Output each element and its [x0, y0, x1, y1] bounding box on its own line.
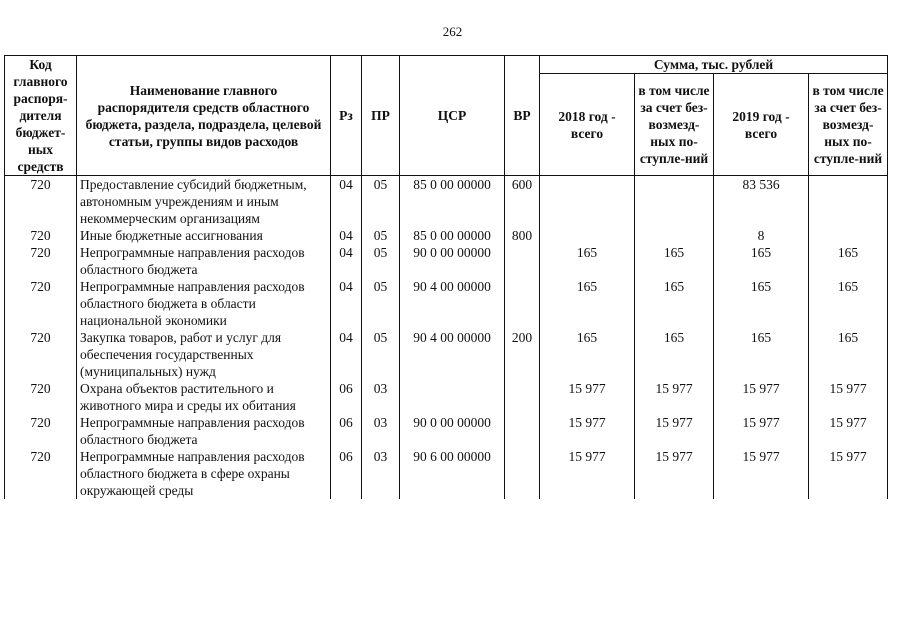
header-2018-total: 2018 год - всего	[540, 74, 635, 176]
header-name: Наименование главного распорядителя средств областного бюджета, раздела, подраздела, целевой статьи, группы видов расходов	[77, 56, 331, 176]
table-row	[5, 227, 888, 244]
cell-name: Непрограммные направления расходов областного бюджета	[77, 244, 331, 278]
cell-rz: 04	[331, 176, 362, 228]
cell-code: 720	[5, 176, 77, 228]
cell-name: Непрограммные направления расходов областного бюджета в сфере охраны окружающей среды	[77, 448, 331, 499]
cell-sum-2019: 83 536	[714, 176, 809, 228]
cell-rz: 04	[331, 244, 362, 278]
cell-rz: 06	[331, 448, 362, 499]
cell-sum-2019: 15 977	[714, 448, 809, 499]
cell-rz: 04	[331, 227, 362, 244]
cell-free-2019	[809, 176, 888, 228]
cell-sum-2018: 165	[540, 278, 635, 329]
cell-free-2018: 165	[635, 329, 714, 380]
cell-free-2018: 15 977	[635, 380, 714, 414]
cell-sum-2018: 15 977	[540, 448, 635, 499]
cell-csr: 90 0 00 00000	[400, 244, 505, 278]
cell-pr: 05	[362, 278, 400, 329]
cell-free-2019: 165	[809, 278, 888, 329]
cell-free-2018: 165	[635, 278, 714, 329]
cell-code: 720	[5, 448, 77, 499]
cell-csr: 90 6 00 00000	[400, 448, 505, 499]
cell-code: 720	[5, 329, 77, 380]
cell-rz: 04	[331, 329, 362, 380]
table-row	[5, 414, 888, 448]
cell-vr	[505, 278, 540, 329]
cell-name: Непрограммные направления расходов областного бюджета в области национальной экономики	[77, 278, 331, 329]
cell-pr: 03	[362, 380, 400, 414]
cell-name: Охрана объектов растительного и животного мира и среды их обитания	[77, 380, 331, 414]
header-2019-total: 2019 год - всего	[714, 74, 809, 176]
header-2019-free: в том числе за счет без-возмезд-ных по-ступле-ний	[809, 74, 888, 176]
cell-pr: 05	[362, 176, 400, 228]
cell-name: Иные бюджетные ассигнования	[77, 227, 331, 244]
cell-csr: 90 4 00 00000	[400, 278, 505, 329]
cell-free-2019: 165	[809, 244, 888, 278]
budget-table	[4, 55, 888, 499]
header-2018-free: в том числе за счет без-возмезд-ных по-ступле-ний	[635, 74, 714, 176]
cell-csr: 90 0 00 00000	[400, 414, 505, 448]
table-row	[5, 380, 888, 414]
cell-sum-2018	[540, 176, 635, 228]
cell-sum-2018: 165	[540, 244, 635, 278]
cell-free-2018	[635, 176, 714, 228]
cell-sum-2019: 15 977	[714, 414, 809, 448]
cell-free-2019: 15 977	[809, 448, 888, 499]
cell-pr: 05	[362, 244, 400, 278]
cell-csr: 90 4 00 00000	[400, 329, 505, 380]
cell-pr: 05	[362, 227, 400, 244]
cell-name: Закупка товаров, работ и услуг для обеспечения государственных (муниципальных) нужд	[77, 329, 331, 380]
cell-vr: 200	[505, 329, 540, 380]
header-vr: ВР	[505, 56, 540, 176]
cell-free-2019	[809, 227, 888, 244]
cell-rz: 04	[331, 278, 362, 329]
cell-sum-2019: 15 977	[714, 380, 809, 414]
cell-sum-2018: 15 977	[540, 414, 635, 448]
cell-free-2018	[635, 227, 714, 244]
cell-free-2019: 165	[809, 329, 888, 380]
cell-code: 720	[5, 278, 77, 329]
cell-sum-2019: 8	[714, 227, 809, 244]
cell-csr: 85 0 00 00000	[400, 227, 505, 244]
cell-vr	[505, 414, 540, 448]
table-row	[5, 176, 888, 228]
cell-pr: 03	[362, 448, 400, 499]
header-csr: ЦСР	[400, 56, 505, 176]
cell-csr: 85 0 00 00000	[400, 176, 505, 228]
table-row	[5, 244, 888, 278]
cell-csr	[400, 380, 505, 414]
cell-sum-2019: 165	[714, 244, 809, 278]
table-row	[5, 329, 888, 380]
cell-free-2019: 15 977	[809, 380, 888, 414]
cell-code: 720	[5, 244, 77, 278]
cell-free-2018: 165	[635, 244, 714, 278]
cell-code: 720	[5, 414, 77, 448]
header-pr: ПР	[362, 56, 400, 176]
cell-pr: 05	[362, 329, 400, 380]
cell-vr	[505, 244, 540, 278]
cell-vr	[505, 448, 540, 499]
cell-name: Предоставление субсидий бюджетным, автономным учреждениям и иным некоммерческим организациям	[77, 176, 331, 228]
cell-code: 720	[5, 380, 77, 414]
table-row	[5, 278, 888, 329]
header-sum: Сумма, тыс. рублей	[540, 56, 888, 74]
cell-pr: 03	[362, 414, 400, 448]
cell-sum-2019: 165	[714, 329, 809, 380]
cell-sum-2019: 165	[714, 278, 809, 329]
cell-vr: 800	[505, 227, 540, 244]
cell-free-2018: 15 977	[635, 448, 714, 499]
cell-name: Непрограммные направления расходов областного бюджета	[77, 414, 331, 448]
cell-code: 720	[5, 227, 77, 244]
cell-rz: 06	[331, 380, 362, 414]
table-row	[5, 448, 888, 499]
cell-vr	[505, 380, 540, 414]
cell-vr: 600	[505, 176, 540, 228]
cell-rz: 06	[331, 414, 362, 448]
page-number: 262	[442, 24, 463, 39]
cell-sum-2018	[540, 227, 635, 244]
cell-free-2019: 15 977	[809, 414, 888, 448]
cell-sum-2018: 165	[540, 329, 635, 380]
header-code: Код главного распоря-дителя бюджет-ных средств	[5, 56, 77, 176]
cell-sum-2018: 15 977	[540, 380, 635, 414]
cell-free-2018: 15 977	[635, 414, 714, 448]
header-rz: Рз	[331, 56, 362, 176]
